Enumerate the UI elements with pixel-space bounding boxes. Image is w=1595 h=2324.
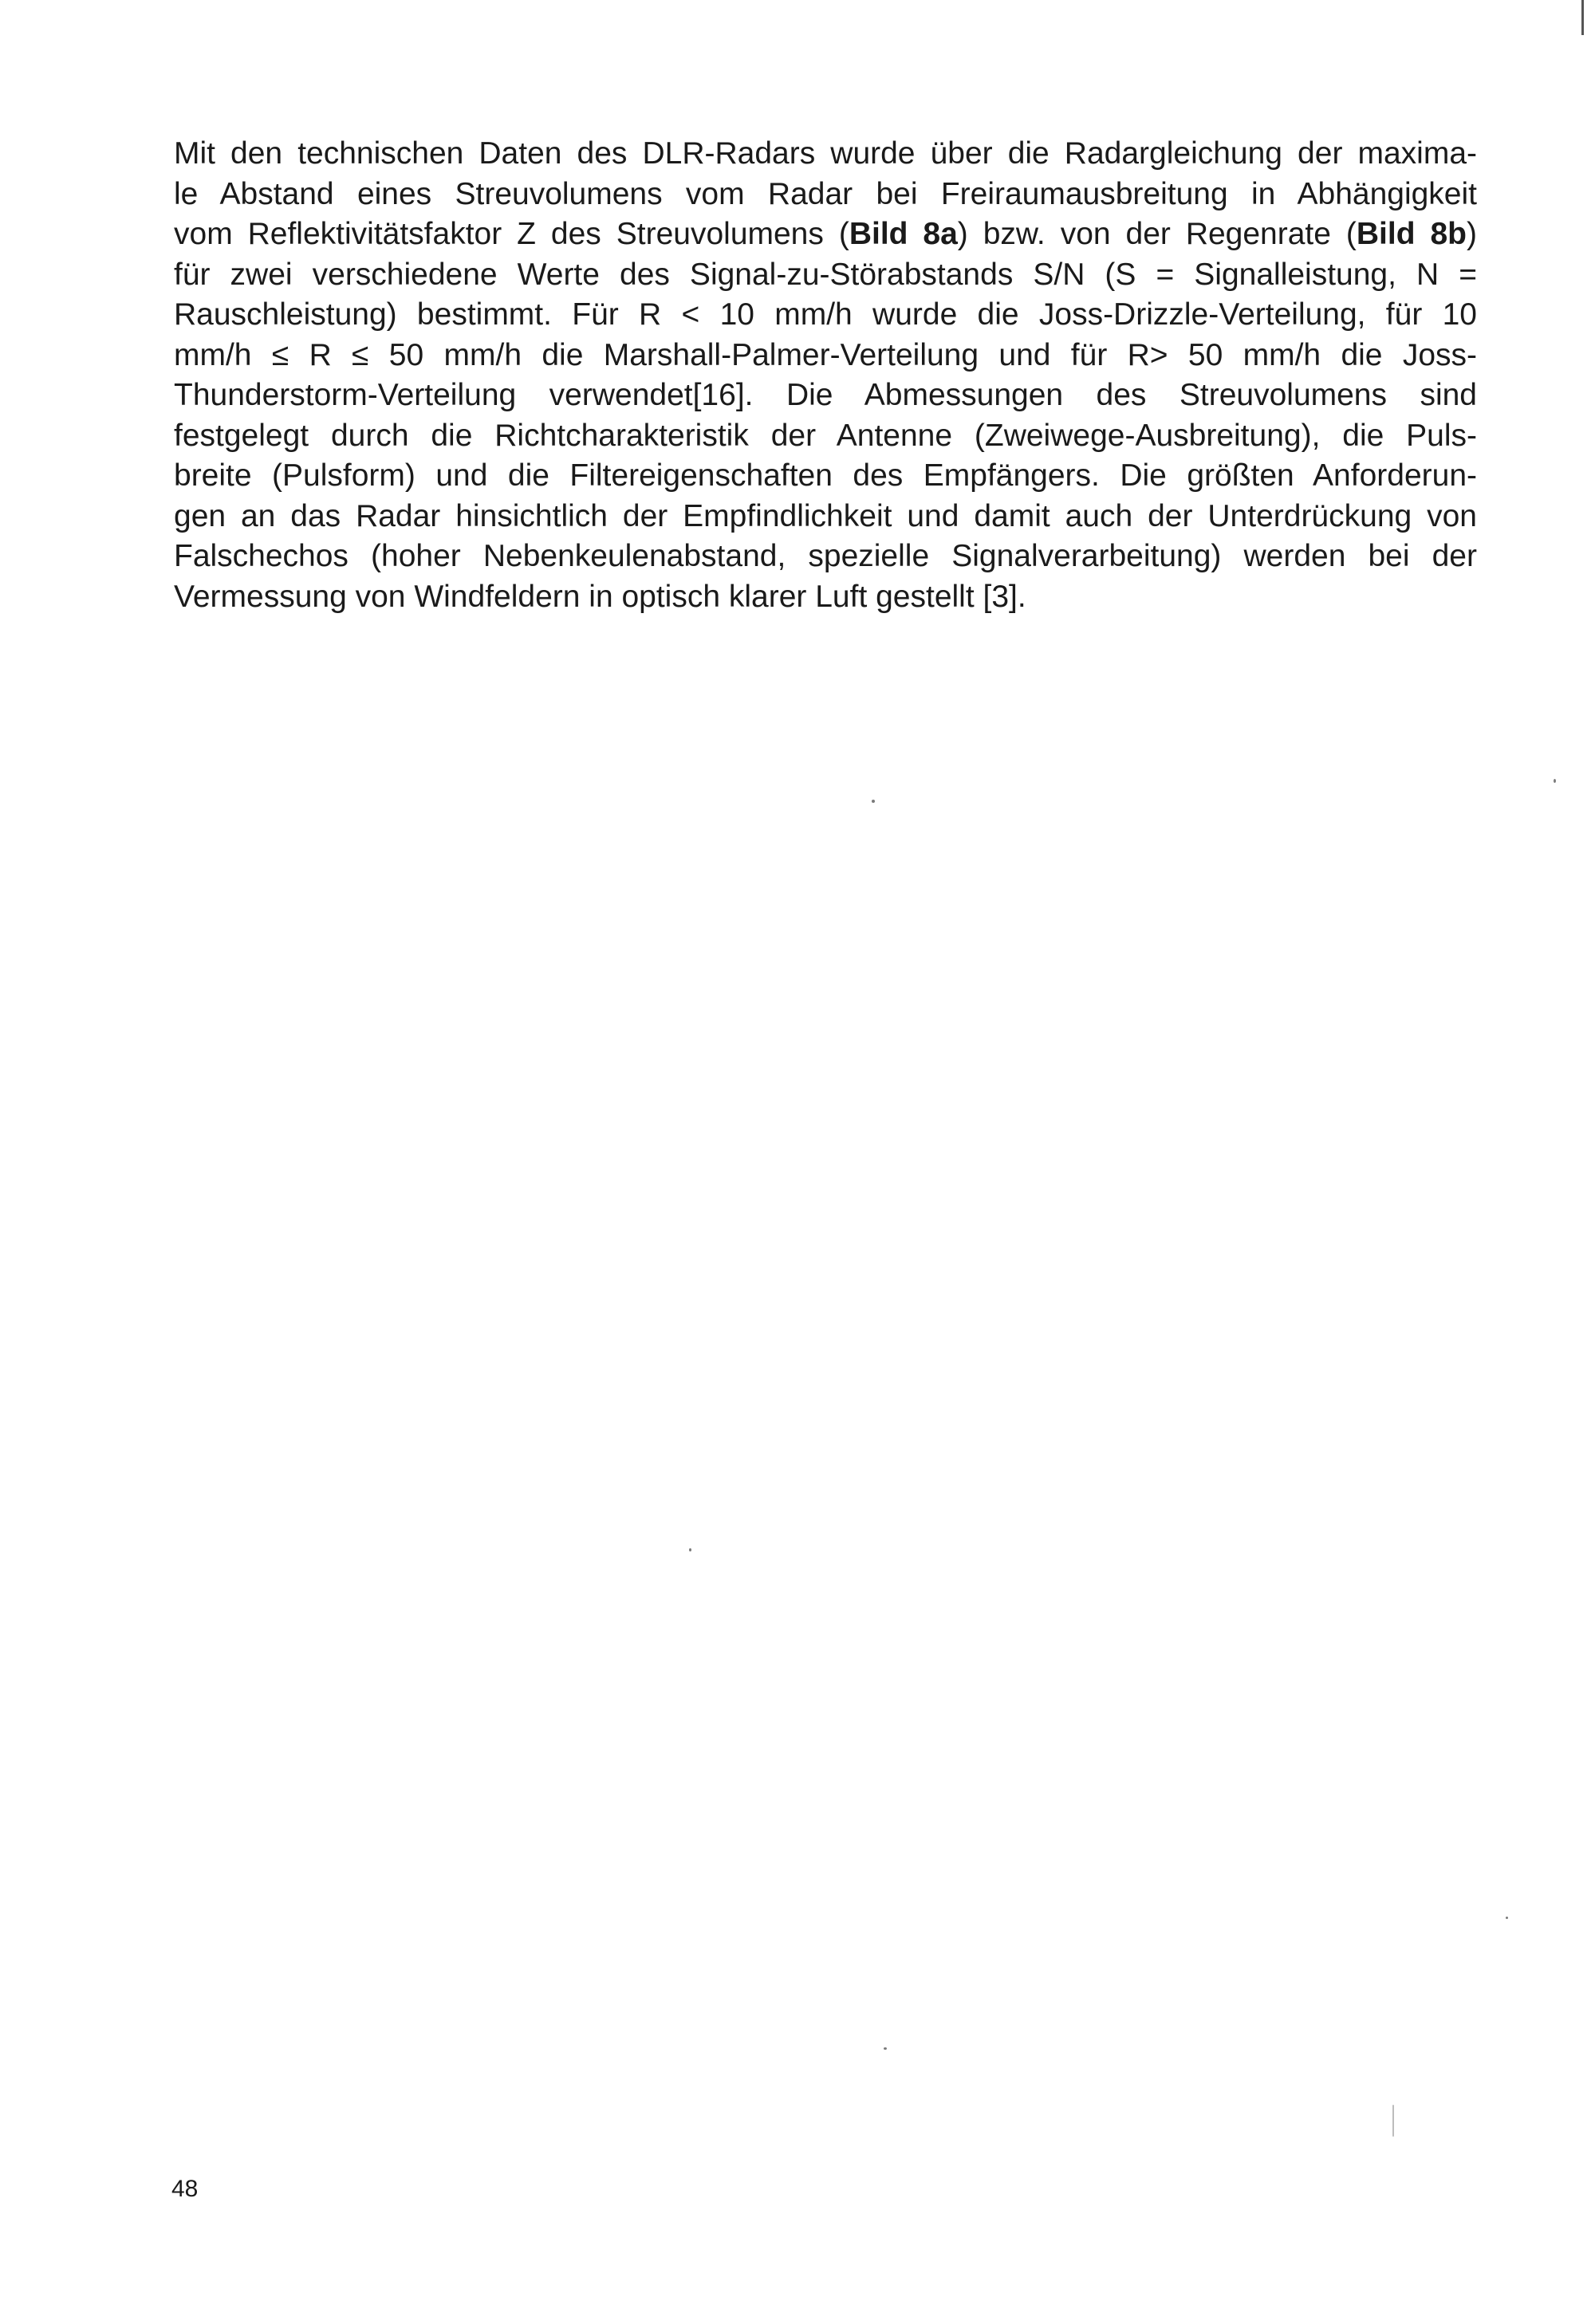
scan-speck: [1554, 779, 1556, 783]
scan-edge-mark: [1581, 0, 1584, 35]
body-paragraph: [174, 134, 1477, 617]
text-line: [174, 214, 1477, 255]
text-line: [174, 416, 1477, 457]
text-segment: mm/h ≤ R ≤ 50 mm/h die Marshall-Palmer-Verteilung und für R> 50 mm/h die Joss-: [174, 337, 1477, 372]
text-segment: vom Reflektivitätsfaktor Z des Streuvolumens (: [174, 217, 849, 251]
scan-speck: [872, 800, 875, 803]
text-segment: ) bzw. von der Regenrate (: [957, 217, 1357, 251]
text-line: [174, 497, 1477, 537]
figure-reference: Bild 8a: [849, 217, 958, 251]
text-segment: ): [1467, 217, 1477, 251]
text-line: [174, 336, 1477, 376]
text-line: [174, 456, 1477, 497]
text-line: [174, 295, 1477, 336]
text-segment: für zwei verschiedene Werte des Signal-zu-Störabstands S/N (S = Signalleistung, N =: [174, 257, 1477, 292]
scan-speck: [1506, 1917, 1508, 1919]
text-segment: le Abstand eines Streuvolumens vom Radar bei Freiraumausbreitung in Abhängigkeit: [174, 176, 1477, 211]
text-segment: Rauschleistung) bestimmt. Für R < 10 mm/h wurde die Joss-Drizzle-Verteilung, für 10: [174, 297, 1477, 332]
text-line: [174, 255, 1477, 296]
text-segment: Thunderstorm-Verteilung verwendet[16]. Die Abmessungen des Streuvolumens sind: [174, 378, 1477, 412]
page-number: 48: [171, 2176, 199, 2202]
figure-reference: Bild 8b: [1356, 217, 1467, 251]
text-line: [174, 134, 1477, 175]
scan-speck: [689, 1548, 691, 1551]
text-segment: gen an das Radar hinsichtlich der Empfindlichkeit und damit auch der Unterdrückung von: [174, 498, 1477, 533]
scan-speck: [1392, 2105, 1394, 2137]
text-line: [174, 376, 1477, 416]
text-segment: Mit den technischen Daten des DLR-Radars wurde über die Radargleichung der maxima-: [174, 136, 1477, 171]
text-segment: festgelegt durch die Richtcharakteristik der Antenne (Zweiwege-Ausbreitung), die Puls-: [174, 418, 1477, 453]
text-segment: Falschechos (hoher Nebenkeulenabstand, spezielle Signalverarbeitung) werden bei der: [174, 539, 1477, 573]
text-line: [174, 537, 1477, 577]
text-segment: Vermessung von Windfeldern in optisch klarer Luft gestellt [3].: [174, 579, 1026, 614]
text-segment: breite (Pulsform) und die Filtereigenschaften des Empfängers. Die größten Anforderun-: [174, 458, 1477, 493]
text-line: [174, 175, 1477, 215]
scan-speck: [884, 2047, 887, 2050]
text-line: [174, 577, 1477, 618]
